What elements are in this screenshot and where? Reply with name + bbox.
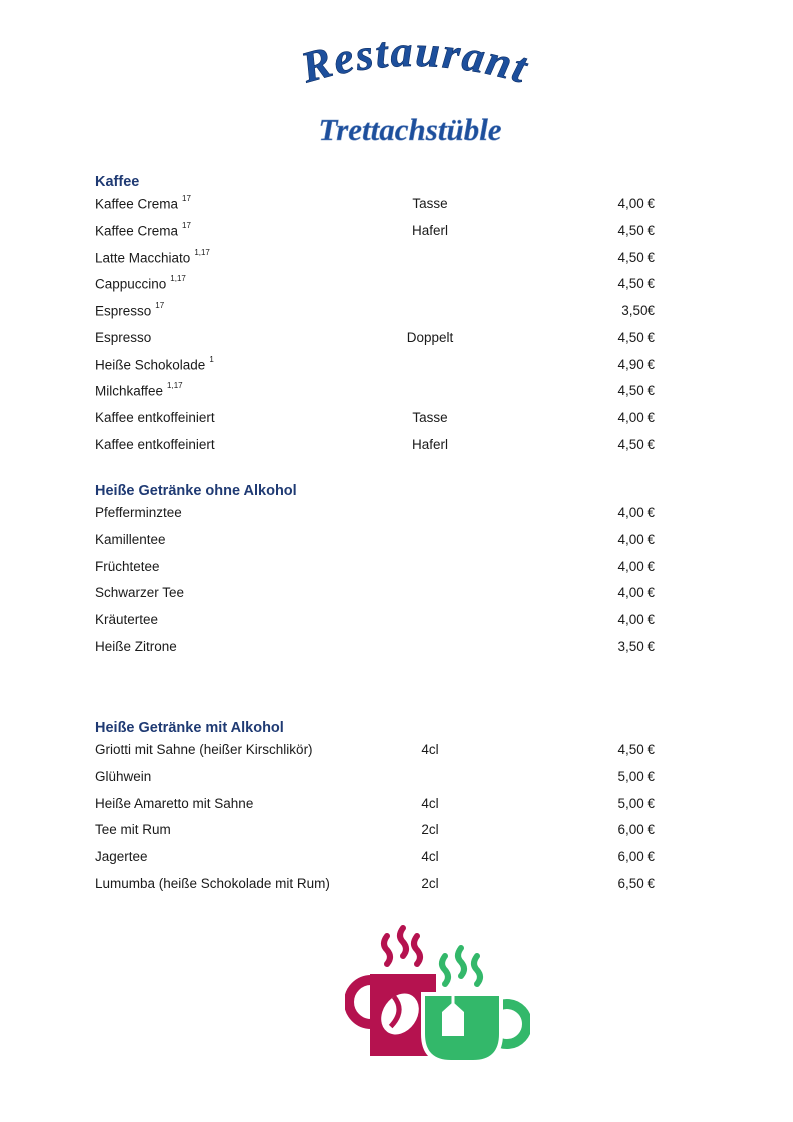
- menu-item-row: [95, 410, 655, 430]
- allergen-footnote: 1,17: [167, 381, 183, 391]
- item-price: 4,50 €: [617, 249, 655, 265]
- item-name-text: Jagertee: [95, 849, 148, 864]
- item-price: 4,50 €: [617, 276, 655, 292]
- restaurant-title-text: Restaurant: [295, 26, 535, 94]
- item-unit: 4cl: [421, 849, 439, 864]
- menu-item-row: [95, 276, 655, 296]
- item-name-text: Pfefferminztee: [95, 505, 182, 520]
- menu-item-row: [95, 796, 655, 816]
- menu-item-row: [95, 220, 655, 243]
- section-title: Heiße Getränke ohne Alkohol: [95, 483, 297, 499]
- item-name-text: Kräutertee: [95, 612, 159, 627]
- coffee-and-tea-mugs-icon: [345, 922, 530, 1072]
- item-name-text: Früchtetee: [95, 558, 160, 574]
- item-price: 4,00 €: [617, 531, 655, 547]
- item-name: [95, 437, 215, 452]
- menu-item-row: [95, 330, 655, 350]
- header-graphic: [0, 0, 793, 170]
- restaurant-subtitle: Trettachstüble: [318, 112, 502, 147]
- menu-item-row: [95, 822, 655, 842]
- item-unit: Tasse: [412, 196, 448, 211]
- item-unit: Tasse: [412, 410, 448, 425]
- allergen-footnote: 17: [155, 301, 165, 310]
- menu-item-row: [95, 742, 655, 762]
- item-price: 5,00 €: [617, 768, 655, 784]
- item-name: [95, 585, 184, 600]
- item-name-text: Kamillentee: [95, 531, 166, 547]
- item-name-text: Kaffee entkoffeiniert: [95, 436, 215, 452]
- menu-item-row: [95, 559, 655, 579]
- item-name: [95, 612, 158, 627]
- item-name-text: Glühwein: [95, 768, 152, 784]
- item-name: [95, 354, 214, 373]
- item-name: [95, 742, 313, 757]
- item-unit: 2cl: [421, 875, 439, 891]
- item-price: 5,00 €: [617, 795, 655, 811]
- item-name-text: Heiße Zitrone: [95, 638, 177, 654]
- allergen-footnote: 17: [182, 220, 191, 230]
- item-name-text: Kaffee entkoffeiniert: [95, 410, 215, 425]
- item-name-text: Schwarzer Tee: [95, 585, 185, 601]
- item-name: [95, 383, 183, 399]
- item-price: 4,00 €: [617, 585, 655, 601]
- item-name: [95, 505, 182, 520]
- item-name: [95, 822, 171, 837]
- menu-item-row: [95, 849, 655, 869]
- item-name: [95, 769, 151, 784]
- green-steam-icon: [442, 948, 480, 984]
- item-name: [95, 532, 166, 547]
- item-name: [95, 303, 164, 319]
- item-name-text: Lumumba (heiße Schokolade mit Rum): [95, 875, 330, 891]
- item-price: 4,50 €: [617, 436, 655, 452]
- item-unit: Doppelt: [406, 329, 454, 345]
- menu-item-row: [95, 437, 655, 457]
- item-unit: 4cl: [421, 795, 439, 811]
- item-price: 4,00 €: [617, 410, 655, 425]
- item-price: 6,50 €: [617, 875, 655, 891]
- item-name: [95, 796, 253, 811]
- item-name: [95, 410, 215, 425]
- item-name: [95, 639, 177, 654]
- item-price: 4,00 €: [617, 612, 655, 627]
- section-title: Heiße Getränke mit Alkohol: [95, 720, 284, 736]
- item-price: 4,50 €: [617, 742, 655, 757]
- item-unit: 4cl: [421, 742, 439, 757]
- item-price: 4,00 €: [617, 558, 655, 574]
- section-title: Kaffee: [95, 174, 140, 190]
- menu-item-row: [95, 303, 655, 323]
- item-price: 3,50€: [621, 303, 655, 318]
- item-name-text: Heiße Amaretto mit Sahne: [95, 795, 254, 811]
- item-name-text: Kaffee Crema: [95, 223, 179, 239]
- menu-item-row: [95, 247, 655, 270]
- item-name: [95, 876, 330, 891]
- item-name-text: Kaffee Crema: [95, 196, 179, 212]
- item-price: 4,00 €: [617, 196, 655, 211]
- item-name-text: Espresso: [95, 329, 152, 345]
- item-name-text: Espresso: [95, 303, 152, 319]
- red-steam-icon: [384, 928, 420, 964]
- item-name: [95, 849, 148, 864]
- menu-item-row: [95, 876, 655, 896]
- menu-item-row: [95, 612, 655, 632]
- menu-item-row: [95, 354, 655, 377]
- item-name-text: Griotti mit Sahne (heißer Kirschlikör): [95, 742, 313, 757]
- item-name: [95, 330, 151, 345]
- item-unit: Haferl: [411, 436, 448, 452]
- item-name-text: Latte Macchiato: [95, 250, 191, 265]
- item-name-text: Milchkaffee: [95, 383, 164, 399]
- menu-item-row: [95, 196, 655, 216]
- item-unit: Haferl: [411, 222, 448, 238]
- item-price: 3,50 €: [617, 638, 655, 654]
- item-name: [95, 559, 160, 574]
- menu-item-row: [95, 769, 655, 789]
- menu-header: [0, 0, 793, 170]
- menu-item-row: [95, 383, 655, 403]
- item-price: 4,90 €: [617, 356, 655, 372]
- green-tea-mug-icon: [423, 994, 527, 1062]
- allergen-footnote: 1,17: [194, 247, 210, 257]
- item-unit: 2cl: [421, 822, 439, 838]
- item-price: 4,50 €: [617, 222, 655, 238]
- allergen-footnote: 17: [182, 194, 191, 203]
- item-name: [95, 220, 191, 239]
- menu-item-row: [95, 532, 655, 552]
- item-price: 4,00 €: [617, 505, 655, 520]
- item-price: 4,50 €: [617, 383, 655, 399]
- menu-item-row: [95, 639, 655, 659]
- item-name-text: Heiße Schokolade: [95, 357, 206, 372]
- allergen-footnote: 1: [209, 354, 214, 364]
- item-price: 4,50 €: [617, 329, 655, 345]
- item-name: [95, 247, 210, 266]
- item-name: [95, 276, 186, 292]
- item-name-text: Tee mit Rum: [95, 822, 171, 838]
- item-price: 6,00 €: [617, 849, 655, 864]
- item-name-text: Cappuccino: [95, 276, 167, 292]
- menu-item-row: [95, 505, 655, 525]
- item-price: 6,00 €: [617, 822, 655, 838]
- allergen-footnote: 1,17: [170, 274, 186, 284]
- restaurant-title: [295, 27, 534, 93]
- menu-item-row: [95, 585, 655, 605]
- item-name: [95, 196, 191, 212]
